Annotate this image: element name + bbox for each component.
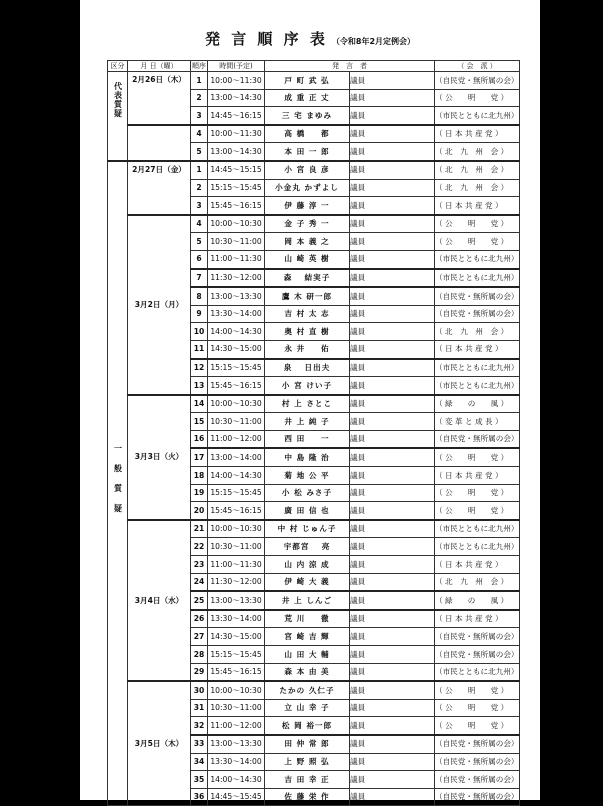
speaker-name: 菊 地 公 平: [265, 467, 350, 485]
speaker-role: 議員: [350, 250, 435, 268]
table-row: [108, 395, 520, 413]
time-cell: 13:30～14:00: [208, 753, 265, 771]
speaker-name: 上 野 照 弘: [265, 753, 350, 771]
date-cell: [128, 395, 191, 520]
speaker-role: 議員: [350, 233, 435, 251]
speaker-role: 議員: [350, 717, 435, 735]
time-cell: 13:00～13:30: [208, 591, 265, 610]
speaker-name: 小金丸 かずよし: [265, 179, 350, 197]
kaiha-cell: （ 緑 の 風 ）: [435, 591, 520, 610]
kaiha-cell: （ 北 九 州 会 ）: [435, 323, 520, 341]
time-cell: 14:00～14:30: [208, 771, 265, 789]
speaker-role: 議員: [350, 484, 435, 502]
order-cell: 10: [191, 323, 208, 341]
time-cell: 10:00～11:30: [208, 72, 265, 90]
speaker-name: 高 橋 都: [265, 125, 350, 143]
order-cell: 16: [191, 430, 208, 448]
section-ippan: [108, 161, 128, 806]
date-label: 3月2日（月）: [134, 299, 184, 309]
time-cell: 11:00～11:30: [208, 556, 265, 574]
speaker-role: 議員: [350, 753, 435, 771]
document-page: [80, 0, 540, 800]
kaiha-cell: （ 公 明 党 ）: [435, 699, 520, 717]
table-row: [108, 125, 520, 143]
order-cell: 35: [191, 771, 208, 789]
time-cell: 13:00～13:30: [208, 735, 265, 753]
order-cell: 32: [191, 717, 208, 735]
section-daihyo: [108, 72, 128, 161]
time-cell: 14:00～14:30: [208, 467, 265, 485]
kaiha-cell: （ 北 九 州 会 ）: [435, 161, 520, 179]
date-cell: [128, 72, 191, 125]
kaiha-cell: （ 日 本 共 産 党 ）: [435, 340, 520, 358]
time-cell: 14:30～15:00: [208, 628, 265, 646]
speaker-name: 山 崎 英 樹: [265, 250, 350, 268]
order-cell: 8: [191, 287, 208, 305]
section-ippan-label: 一般質疑: [113, 443, 123, 524]
order-cell: 1: [191, 72, 208, 90]
kaiha-cell: （ 北 九 州 会 ）: [435, 143, 520, 161]
time-cell: 14:45～15:45: [208, 788, 265, 806]
time-cell: 14:45～16:15: [208, 107, 265, 125]
date-cell: [128, 681, 191, 806]
time-cell: 11:00～11:30: [208, 250, 265, 268]
speaker-name: 廣 田 信 也: [265, 502, 350, 520]
speaker-role: 議員: [350, 323, 435, 341]
speaker-role: 議員: [350, 179, 435, 197]
date-cell: [128, 161, 191, 215]
speaker-name: 中 島 隆 治: [265, 448, 350, 466]
time-cell: 10:00～10:30: [208, 520, 265, 538]
time-cell: 14:00～14:30: [208, 323, 265, 341]
time-cell: 13:00～13:30: [208, 287, 265, 305]
time-cell: 15:45～16:15: [208, 197, 265, 215]
header-order: 順序: [192, 61, 206, 70]
header-date: 月 日（曜）: [128, 61, 191, 72]
kaiha-cell: （自民党・無所属の会）: [435, 788, 520, 806]
speaker-role: 議員: [350, 573, 435, 591]
header-row: [108, 61, 520, 72]
speaker-name: 佐 藤 栄 作: [265, 788, 350, 806]
speaker-name: 永 井 佑: [265, 340, 350, 358]
order-cell: 4: [191, 215, 208, 233]
speaker-name: 奥 村 直 樹: [265, 323, 350, 341]
time-cell: 10:00～11:30: [208, 125, 265, 143]
header-speaker: 発 言 者: [265, 61, 435, 72]
kaiha-cell: （自民党・無所属の会）: [435, 628, 520, 646]
speaker-name: 井 上 純 子: [265, 413, 350, 431]
speaker-role: 議員: [350, 161, 435, 179]
speaker-role: 議員: [350, 699, 435, 717]
order-cell: 15: [191, 413, 208, 431]
kaiha-cell: （市民とともに北九州）: [435, 359, 520, 377]
kaiha-cell: （市民とともに北九州）: [435, 250, 520, 268]
kaiha-cell: （自民党・無所属の会）: [435, 305, 520, 323]
kaiha-cell: （ 公 明 党 ）: [435, 484, 520, 502]
order-cell: 33: [191, 735, 208, 753]
order-cell: 7: [191, 269, 208, 288]
order-cell: 12: [191, 359, 208, 377]
speaker-role: 議員: [350, 125, 435, 143]
date-cell: [128, 125, 191, 161]
order-cell: 19: [191, 484, 208, 502]
kaiha-cell: （市民とともに北九州）: [435, 377, 520, 395]
speaker-role: 議員: [350, 340, 435, 358]
date-label: 3月5日（木）: [134, 738, 184, 748]
speaker-name: 泉 日出夫: [265, 359, 350, 377]
order-cell: 34: [191, 753, 208, 771]
time-cell: 14:45～15:15: [208, 161, 265, 179]
speaker-name: 荒 川 徹: [265, 610, 350, 628]
time-cell: 10:30～11:00: [208, 538, 265, 556]
speaker-role: 議員: [350, 305, 435, 323]
kaiha-cell: （市民とともに北九州）: [435, 269, 520, 288]
speaker-role: 議員: [350, 591, 435, 610]
kaiha-cell: （市民とともに北九州）: [435, 538, 520, 556]
kaiha-cell: （ 変 革 と 成 長 ）: [435, 413, 520, 431]
speaker-role: 議員: [350, 448, 435, 466]
time-cell: 14:30～15:00: [208, 340, 265, 358]
table-row: [108, 161, 520, 179]
speaker-role: 議員: [350, 413, 435, 431]
time-cell: 10:30～11:00: [208, 233, 265, 251]
speaker-role: 議員: [350, 520, 435, 538]
order-cell: 20: [191, 502, 208, 520]
speaker-name: 村 上 さとこ: [265, 395, 350, 413]
time-cell: 11:00～12:00: [208, 430, 265, 448]
time-cell: 10:30～11:00: [208, 413, 265, 431]
speaker-role: 議員: [350, 502, 435, 520]
kaiha-cell: （自民党・無所属の会）: [435, 735, 520, 753]
order-cell: 13: [191, 377, 208, 395]
speaker-role: 議員: [350, 197, 435, 215]
speaker-role: 議員: [350, 538, 435, 556]
speaker-name: 山 田 大 輔: [265, 646, 350, 664]
speaker-name: 戸 町 武 弘: [265, 72, 350, 90]
speaker-role: 議員: [350, 430, 435, 448]
speaker-role: 議員: [350, 646, 435, 664]
date-cell: [128, 520, 191, 681]
header-kaiha: （ 会 派 ）: [435, 61, 520, 72]
date-label: 3月3日（火）: [134, 452, 184, 462]
speaker-name: 伊 崎 大 義: [265, 573, 350, 591]
time-cell: 13:00～14:30: [208, 143, 265, 161]
speaker-name: 伊 藤 淳 一: [265, 197, 350, 215]
speaker-name: 吉 村 太 志: [265, 305, 350, 323]
speaker-role: 議員: [350, 610, 435, 628]
order-cell: 17: [191, 448, 208, 466]
speaker-name: 宇都宮 亮: [265, 538, 350, 556]
speaker-name: 立 山 幸 子: [265, 699, 350, 717]
kaiha-cell: （ 北 九 州 会 ）: [435, 179, 520, 197]
kaiha-cell: （ 公 明 党 ）: [435, 215, 520, 233]
time-cell: 11:30～12:00: [208, 573, 265, 591]
time-cell: 15:15～15:45: [208, 484, 265, 502]
time-cell: 10:30～11:00: [208, 699, 265, 717]
order-cell: 27: [191, 628, 208, 646]
speaker-name: 中 村 じゅん子: [265, 520, 350, 538]
schedule-table: [107, 60, 520, 806]
time-cell: 15:45～16:15: [208, 502, 265, 520]
speaker-name: たかの 久仁子: [265, 681, 350, 699]
table-row: [108, 215, 520, 233]
time-cell: 15:45～16:15: [208, 377, 265, 395]
kaiha-cell: （市民とともに北九州）: [435, 663, 520, 681]
speaker-role: 議員: [350, 359, 435, 377]
page-title: [80, 28, 540, 49]
speaker-role: 議員: [350, 735, 435, 753]
order-cell: 36: [191, 788, 208, 806]
header-kubun: 区分: [108, 61, 128, 72]
kaiha-cell: （ 日 本 共 産 党 ）: [435, 197, 520, 215]
speaker-name: 小 宮 良 彦: [265, 161, 350, 179]
speaker-role: 議員: [350, 788, 435, 806]
time-cell: 11:30～12:00: [208, 269, 265, 288]
speaker-name: 鷹 木 研一郎: [265, 287, 350, 305]
kaiha-cell: （ 緑 の 風 ）: [435, 395, 520, 413]
kaiha-cell: （市民とともに北九州）: [435, 107, 520, 125]
order-cell: 24: [191, 573, 208, 591]
date-label: 2月26日（木）: [132, 75, 186, 84]
kaiha-cell: （ 公 明 党 ）: [435, 233, 520, 251]
speaker-role: 議員: [350, 269, 435, 288]
order-cell: 5: [191, 233, 208, 251]
speaker-name: 田 仲 常 郎: [265, 735, 350, 753]
speaker-role: 議員: [350, 377, 435, 395]
speaker-role: 議員: [350, 681, 435, 699]
speaker-role: 議員: [350, 89, 435, 107]
time-cell: 10:00～10:30: [208, 681, 265, 699]
kaiha-cell: （ 日 本 共 産 党 ）: [435, 610, 520, 628]
time-cell: 15:15～15:45: [208, 179, 265, 197]
order-cell: 11: [191, 340, 208, 358]
order-cell: 23: [191, 556, 208, 574]
order-cell: 2: [191, 89, 208, 107]
section-daihyo-label: 代表質疑: [113, 82, 123, 118]
order-cell: 3: [191, 197, 208, 215]
speaker-role: 議員: [350, 215, 435, 233]
speaker-name: 本 田 一 郎: [265, 143, 350, 161]
kaiha-cell: （ 公 明 党 ）: [435, 448, 520, 466]
header-time: 時間(予定): [208, 61, 265, 72]
speaker-name: 宮 崎 吉 輝: [265, 628, 350, 646]
time-cell: 13:00～14:00: [208, 448, 265, 466]
speaker-name: 森 本 由 美: [265, 663, 350, 681]
order-cell: 6: [191, 250, 208, 268]
table-row: [108, 681, 520, 699]
time-cell: 13:00～14:30: [208, 89, 265, 107]
speaker-name: 森 結実子: [265, 269, 350, 288]
title-text: 発 言 順 序 表: [204, 30, 328, 48]
speaker-name: 山 内 涼 成: [265, 556, 350, 574]
speaker-name: 井 上 しんご: [265, 591, 350, 610]
kaiha-cell: （ 北 九 州 会 ）: [435, 573, 520, 591]
kaiha-cell: （自民党・無所属の会）: [435, 72, 520, 90]
date-label: 2月27日（金）: [132, 164, 186, 174]
speaker-name: 金 子 秀 一: [265, 215, 350, 233]
kaiha-cell: （自民党・無所属の会）: [435, 287, 520, 305]
time-cell: 10:00～10:30: [208, 215, 265, 233]
speaker-role: 議員: [350, 143, 435, 161]
speaker-role: 議員: [350, 395, 435, 413]
order-cell: 3: [191, 107, 208, 125]
speaker-role: 議員: [350, 72, 435, 90]
speaker-role: 議員: [350, 663, 435, 681]
schedule-body: [108, 72, 520, 806]
speaker-name: 西 田 一: [265, 430, 350, 448]
speaker-name: 成 重 正 丈: [265, 89, 350, 107]
order-cell: 29: [191, 663, 208, 681]
order-cell: 31: [191, 699, 208, 717]
order-cell: 5: [191, 143, 208, 161]
speaker-role: 議員: [350, 556, 435, 574]
kaiha-cell: （自民党・無所属の会）: [435, 646, 520, 664]
speaker-name: 三 宅 まゆみ: [265, 107, 350, 125]
kaiha-cell: （ 日 本 共 産 党 ）: [435, 556, 520, 574]
speaker-name: 小 宮 けい子: [265, 377, 350, 395]
subtitle-text: （令和8年2月定例会）: [331, 37, 416, 46]
kaiha-cell: （ 日 本 共 産 党 ）: [435, 467, 520, 485]
speaker-name: 小 松 みさ子: [265, 484, 350, 502]
order-cell: 14: [191, 395, 208, 413]
kaiha-cell: （市民とともに北九州）: [435, 520, 520, 538]
speaker-role: 議員: [350, 771, 435, 789]
time-cell: 15:15～15:45: [208, 359, 265, 377]
kaiha-cell: （ 日 本 共 産 党 ）: [435, 125, 520, 143]
kaiha-cell: （自民党・無所属の会）: [435, 771, 520, 789]
speaker-role: 議員: [350, 107, 435, 125]
order-cell: 30: [191, 681, 208, 699]
kaiha-cell: （自民党・無所属の会）: [435, 753, 520, 771]
date-cell: [128, 215, 191, 395]
time-cell: 13:30～14:00: [208, 610, 265, 628]
kaiha-cell: （ 公 明 党 ）: [435, 717, 520, 735]
order-cell: 25: [191, 591, 208, 610]
time-cell: 15:45～16:15: [208, 663, 265, 681]
table-row: [108, 72, 520, 90]
order-cell: 26: [191, 610, 208, 628]
order-cell: 1: [191, 161, 208, 179]
table-row: [108, 520, 520, 538]
order-cell: 22: [191, 538, 208, 556]
kaiha-cell: （ 公 明 党 ）: [435, 681, 520, 699]
date-label: 3月4日（水）: [134, 595, 184, 605]
time-cell: 13:30～14:00: [208, 305, 265, 323]
speaker-name: 岡 本 義 之: [265, 233, 350, 251]
order-cell: 2: [191, 179, 208, 197]
time-cell: 15:15～15:45: [208, 646, 265, 664]
time-cell: 11:00～12:00: [208, 717, 265, 735]
order-cell: 28: [191, 646, 208, 664]
speaker-role: 議員: [350, 287, 435, 305]
kaiha-cell: （ 公 明 党 ）: [435, 89, 520, 107]
kaiha-cell: （ 公 明 党 ）: [435, 502, 520, 520]
speaker-name: 松 岡 裕一郎: [265, 717, 350, 735]
speaker-name: 吉 田 幸 正: [265, 771, 350, 789]
order-cell: 4: [191, 125, 208, 143]
kaiha-cell: （自民党・無所属の会）: [435, 430, 520, 448]
order-cell: 18: [191, 467, 208, 485]
order-cell: 21: [191, 520, 208, 538]
time-cell: 10:00～10:30: [208, 395, 265, 413]
order-cell: 9: [191, 305, 208, 323]
speaker-role: 議員: [350, 467, 435, 485]
speaker-role: 議員: [350, 628, 435, 646]
